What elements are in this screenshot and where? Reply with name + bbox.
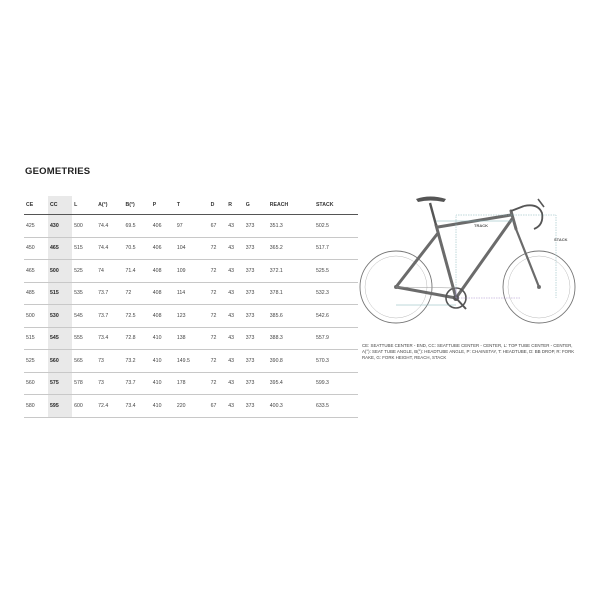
table-cell: 72 xyxy=(209,327,227,350)
table-cell: 485 xyxy=(24,282,48,305)
table-cell: 578 xyxy=(72,372,96,395)
column-header: CC xyxy=(48,196,72,215)
header-row xyxy=(24,196,358,215)
column-header: REACH xyxy=(268,196,314,215)
table-cell: 73 xyxy=(96,372,123,395)
table-cell: 388.3 xyxy=(268,327,314,350)
table-cell: 73.7 xyxy=(123,372,150,395)
table-cell: 425 xyxy=(24,215,48,238)
table-cell: 530 xyxy=(48,305,72,328)
table-cell: 72 xyxy=(209,237,227,260)
table-cell: 502.5 xyxy=(314,215,358,238)
table-cell: 138 xyxy=(175,327,209,350)
table-row xyxy=(24,350,358,373)
table-cell: 72 xyxy=(209,350,227,373)
table-cell: 72.5 xyxy=(123,305,150,328)
page-title: GEOMETRIES xyxy=(25,166,91,177)
table-cell: 373 xyxy=(244,372,268,395)
stack-label: STACK xyxy=(554,237,568,242)
geometry-legend: CE: SEATTUBE CENTER - END, CC: SEATTUBE CENTER - CENTER, L: TOP TUBE CENTER - CENTER, A(°): SEAT TUBE ANGLE, B(°): HEADTUBE ANGLE, P: CHAINSTAY, T: HEADTUBE, D: BB DROP, R: FORK RAKE, G: FORK HEIGHT, REACH, STACK xyxy=(362,343,575,360)
table-cell: 430 xyxy=(48,215,72,238)
seat-tube xyxy=(436,225,456,298)
table-cell: 555 xyxy=(72,327,96,350)
handlebar xyxy=(524,205,542,229)
table-cell: 525 xyxy=(72,260,96,283)
table-cell: 560 xyxy=(24,372,48,395)
table-cell: 43 xyxy=(226,395,244,418)
table-cell: 73.7 xyxy=(96,282,123,305)
table-cell: 43 xyxy=(226,260,244,283)
table-cell: 74 xyxy=(96,260,123,283)
table-cell: 220 xyxy=(175,395,209,418)
table-cell: 465 xyxy=(24,260,48,283)
table-row xyxy=(24,215,358,238)
table-cell: 73 xyxy=(96,350,123,373)
table-cell: 599.3 xyxy=(314,372,358,395)
table-row xyxy=(24,305,358,328)
table-cell: 114 xyxy=(175,282,209,305)
table-cell: 373 xyxy=(244,350,268,373)
table-cell: 410 xyxy=(151,372,175,395)
column-header: R xyxy=(226,196,244,215)
table-cell: 545 xyxy=(48,327,72,350)
table-cell: 72.4 xyxy=(96,395,123,418)
table-cell: 410 xyxy=(151,327,175,350)
table-cell: 43 xyxy=(226,282,244,305)
table-row xyxy=(24,372,358,395)
geometry-table xyxy=(24,196,358,418)
table-cell: 595 xyxy=(48,395,72,418)
table-cell: 72 xyxy=(209,282,227,305)
table-cell: 67 xyxy=(209,215,227,238)
table-cell: 365.2 xyxy=(268,237,314,260)
table-row xyxy=(24,395,358,418)
table-cell: 70.5 xyxy=(123,237,150,260)
seatstay xyxy=(396,233,438,287)
column-header: A(°) xyxy=(96,196,123,215)
column-header: CE xyxy=(24,196,48,215)
table-cell: 372.1 xyxy=(268,260,314,283)
table-cell: 73.4 xyxy=(123,395,150,418)
table-cell: 43 xyxy=(226,327,244,350)
table-cell: 71.4 xyxy=(123,260,150,283)
table-cell: 373 xyxy=(244,215,268,238)
table-cell: 373 xyxy=(244,237,268,260)
table-cell: 43 xyxy=(226,305,244,328)
table-cell: 72.8 xyxy=(123,327,150,350)
table-cell: 109 xyxy=(175,260,209,283)
table-cell: 525.5 xyxy=(314,260,358,283)
table-cell: 373 xyxy=(244,260,268,283)
table-row xyxy=(24,260,358,283)
column-header: B(°) xyxy=(123,196,150,215)
table-cell: 43 xyxy=(226,350,244,373)
table-cell: 72 xyxy=(209,260,227,283)
stem xyxy=(511,206,524,211)
table-cell: 123 xyxy=(175,305,209,328)
column-header: STACK xyxy=(314,196,358,215)
table-cell: 515 xyxy=(48,282,72,305)
table-row xyxy=(24,282,358,305)
down-tube xyxy=(456,219,512,298)
column-header: P xyxy=(151,196,175,215)
table-cell: 532.3 xyxy=(314,282,358,305)
table-cell: 633.5 xyxy=(314,395,358,418)
table-cell: 410 xyxy=(151,395,175,418)
table-cell: 69.5 xyxy=(123,215,150,238)
table-cell: 149.5 xyxy=(175,350,209,373)
table-cell: 351.3 xyxy=(268,215,314,238)
table-cell: 408 xyxy=(151,305,175,328)
table-cell: 72 xyxy=(123,282,150,305)
table-cell: 373 xyxy=(244,282,268,305)
table-cell: 390.8 xyxy=(268,350,314,373)
table-cell: 515 xyxy=(72,237,96,260)
table-cell: 73.7 xyxy=(96,305,123,328)
table-cell: 74.4 xyxy=(96,237,123,260)
table-cell: 72 xyxy=(209,305,227,328)
table-cell: 378.1 xyxy=(268,282,314,305)
table-row xyxy=(24,327,358,350)
table-cell: 373 xyxy=(244,395,268,418)
column-header: G xyxy=(244,196,268,215)
table-cell: 500 xyxy=(48,260,72,283)
table-cell: 400.3 xyxy=(268,395,314,418)
table-row xyxy=(24,237,358,260)
table-cell: 560 xyxy=(48,350,72,373)
seatpost xyxy=(430,203,436,225)
table-header xyxy=(24,196,358,215)
table-cell: 575 xyxy=(48,372,72,395)
table-cell: 74.4 xyxy=(96,215,123,238)
column-header: T xyxy=(175,196,209,215)
column-header: D xyxy=(209,196,227,215)
table-cell: 373 xyxy=(244,305,268,328)
column-header: L xyxy=(72,196,96,215)
table-cell: 97 xyxy=(175,215,209,238)
table-cell: 67 xyxy=(209,395,227,418)
table-cell: 43 xyxy=(226,215,244,238)
table-cell: 385.6 xyxy=(268,305,314,328)
table-cell: 395.4 xyxy=(268,372,314,395)
bike-geometry-diagram xyxy=(356,185,580,345)
table-cell: 517.7 xyxy=(314,237,358,260)
table-cell: 465 xyxy=(48,237,72,260)
table-cell: 515 xyxy=(24,327,48,350)
table-cell: 500 xyxy=(72,215,96,238)
table-cell: 43 xyxy=(226,372,244,395)
table-cell: 178 xyxy=(175,372,209,395)
table-cell: 408 xyxy=(151,282,175,305)
table-cell: 406 xyxy=(151,237,175,260)
table-cell: 406 xyxy=(151,215,175,238)
table-cell: 525 xyxy=(24,350,48,373)
table-cell: 73.4 xyxy=(96,327,123,350)
table-cell: 373 xyxy=(244,327,268,350)
saddle xyxy=(416,197,446,203)
table-cell: 600 xyxy=(72,395,96,418)
table-cell: 545 xyxy=(72,305,96,328)
table-cell: 570.3 xyxy=(314,350,358,373)
table-cell: 408 xyxy=(151,260,175,283)
table-cell: 43 xyxy=(226,237,244,260)
shifter xyxy=(538,199,544,207)
table-cell: 104 xyxy=(175,237,209,260)
bike-frame xyxy=(396,211,539,298)
table-cell: 535 xyxy=(72,282,96,305)
table-cell: 410 xyxy=(151,350,175,373)
table-body xyxy=(24,215,358,418)
table-cell: 557.9 xyxy=(314,327,358,350)
table-cell: 565 xyxy=(72,350,96,373)
fork xyxy=(516,229,539,287)
table-cell: 73.2 xyxy=(123,350,150,373)
table-cell: 72 xyxy=(209,372,227,395)
table-cell: 580 xyxy=(24,395,48,418)
table-cell: 542.6 xyxy=(314,305,358,328)
track-label: TRACK xyxy=(474,223,488,228)
table-cell: 500 xyxy=(24,305,48,328)
table-cell: 450 xyxy=(24,237,48,260)
